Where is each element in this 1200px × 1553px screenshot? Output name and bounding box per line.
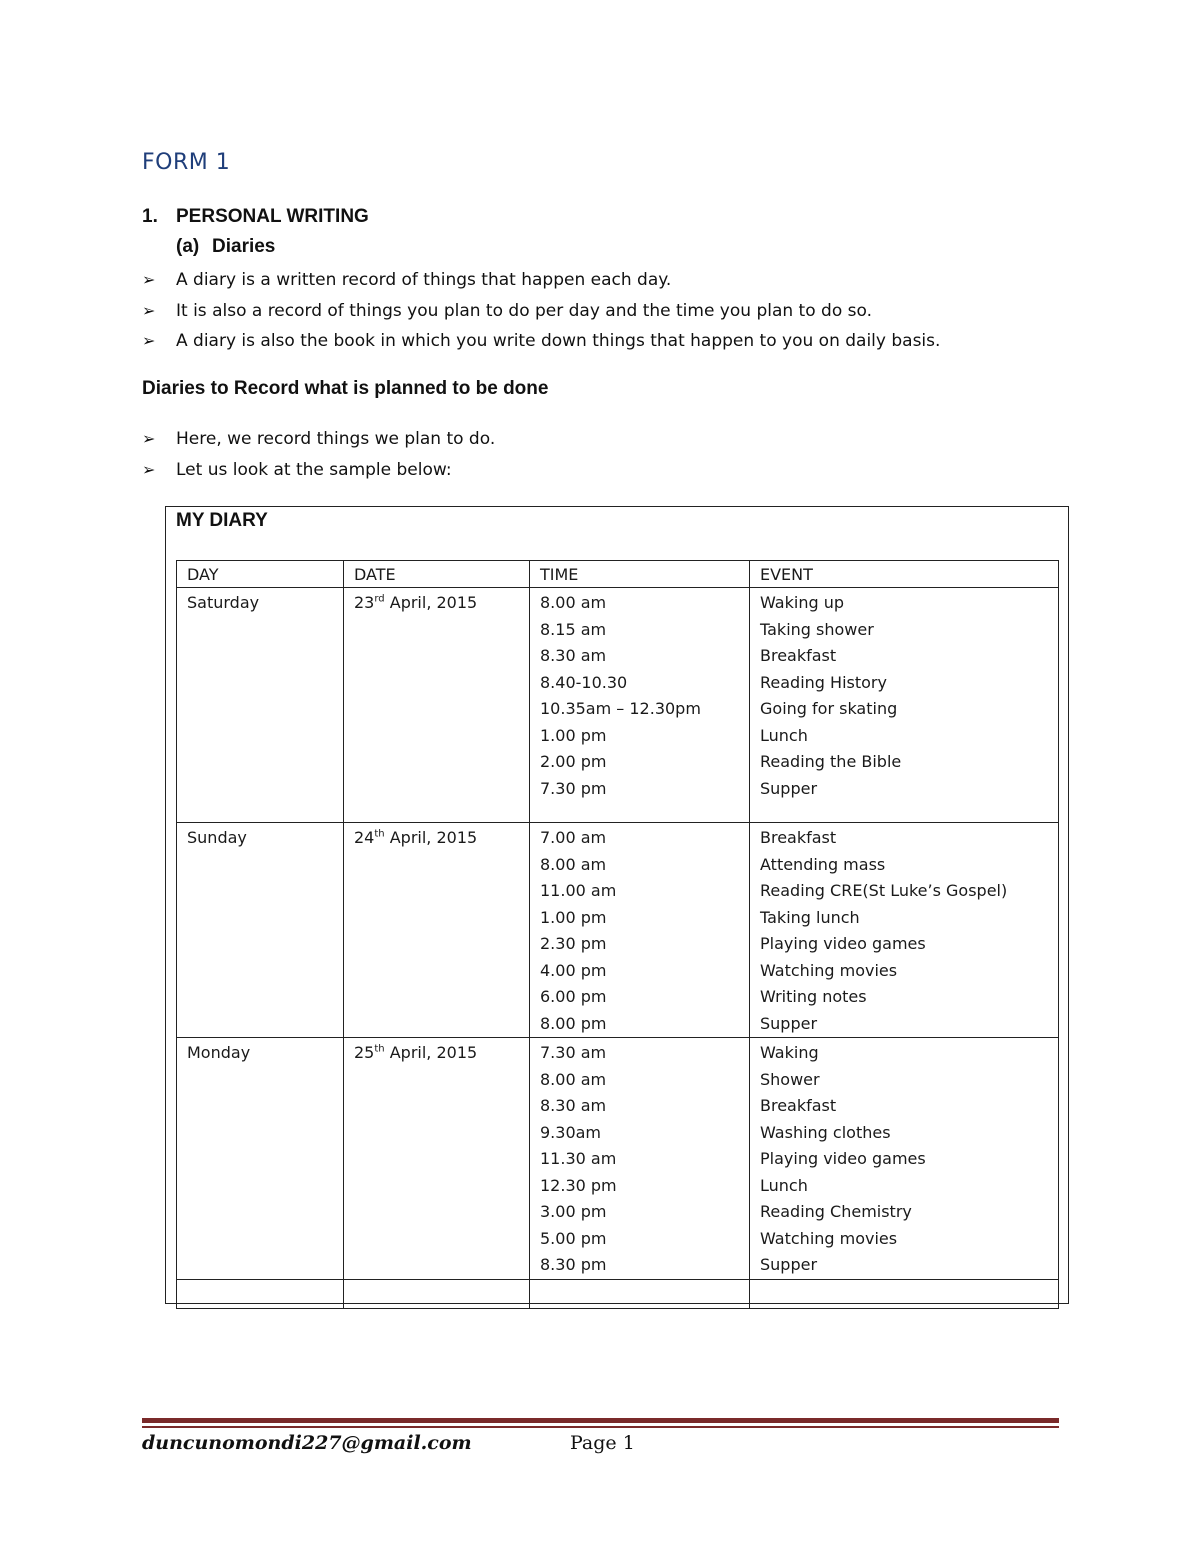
table-header-row [177, 561, 1059, 588]
list-item: ➢ A diary is also the book in which you write down things that happen to you on daily basis. [142, 331, 941, 351]
date-cell: 24th April, 2015 [344, 823, 530, 1038]
intro-bullet-list [142, 268, 940, 360]
footer-rule-thick [142, 1418, 1059, 1423]
column-header-event: EVENT [750, 561, 1059, 588]
arrow-bullet-icon: ➢ [142, 459, 156, 479]
column-header-day: DAY [177, 561, 344, 588]
section-heading [142, 206, 369, 228]
table-row [177, 823, 1059, 1038]
arrow-bullet-icon: ➢ [142, 300, 156, 320]
time-cell: 8.00 am 8.15 am 8.30 am 8.40-10.30 10.35am – 12.30pm 1.00 pm 2.00 pm 7.30 pm [530, 588, 750, 823]
time-cell: 7.30 am 8.00 am 8.30 am 9.30am 11.30 am 12.30 pm 3.00 pm 5.00 pm 8.30 pm [530, 1038, 750, 1280]
list-item: ➢ It is also a record of things you plan to do per day and the time you plan to do so. [142, 300, 872, 321]
section-title: PERSONAL WRITING [176, 206, 369, 227]
subsection-heading [176, 236, 275, 258]
event-cell: Waking up Taking shower Breakfast Reading History Going for skating Lunch Reading the Bible Supper [750, 588, 1059, 823]
day-cell: Monday [177, 1038, 344, 1280]
subsection-title: Diaries [212, 236, 276, 257]
diary-title: MY DIARY [176, 510, 268, 531]
table-row [177, 588, 1059, 823]
page-title: FORM 1 [142, 150, 231, 175]
list-item: ➢ Let us look at the sample below: [142, 459, 452, 480]
date-cell: 23rd April, 2015 [344, 588, 530, 823]
day-cell: Sunday [177, 823, 344, 1038]
date-cell: 25th April, 2015 [344, 1038, 530, 1280]
diary-table [176, 560, 1059, 1309]
list-item: ➢ Here, we record things we plan to do. [142, 429, 496, 449]
arrow-bullet-icon: ➢ [142, 270, 156, 289]
subheading: Diaries to Record what is planned to be done [142, 378, 549, 399]
column-header-date: DATE [344, 561, 530, 588]
plan-bullet-list [142, 427, 495, 488]
arrow-bullet-icon: ➢ [142, 331, 156, 350]
table-row-empty [177, 1279, 1059, 1308]
arrow-bullet-icon: ➢ [142, 429, 156, 448]
footer-email: duncunomondi227@gmail.com [142, 1432, 472, 1454]
section-number: 1. [142, 206, 158, 227]
day-cell: Saturday [177, 588, 344, 823]
page-number: Page 1 [570, 1432, 635, 1454]
subsection-label: (a) [176, 236, 200, 257]
footer-rule-thin [142, 1426, 1059, 1428]
event-cell: Waking Shower Breakfast Washing clothes Playing video games Lunch Reading Chemistry Watching movies Supper [750, 1038, 1059, 1280]
event-cell: Breakfast Attending mass Reading CRE(St Luke’s Gospel) Taking lunch Playing video games Watching movies Writing notes Supper [750, 823, 1059, 1038]
list-item: ➢ A diary is a written record of things that happen each day. [142, 270, 672, 290]
time-cell: 7.00 am 8.00 am 11.00 am 1.00 pm 2.30 pm 4.00 pm 6.00 pm 8.00 pm [530, 823, 750, 1038]
table-row [177, 1038, 1059, 1280]
column-header-time: TIME [530, 561, 750, 588]
